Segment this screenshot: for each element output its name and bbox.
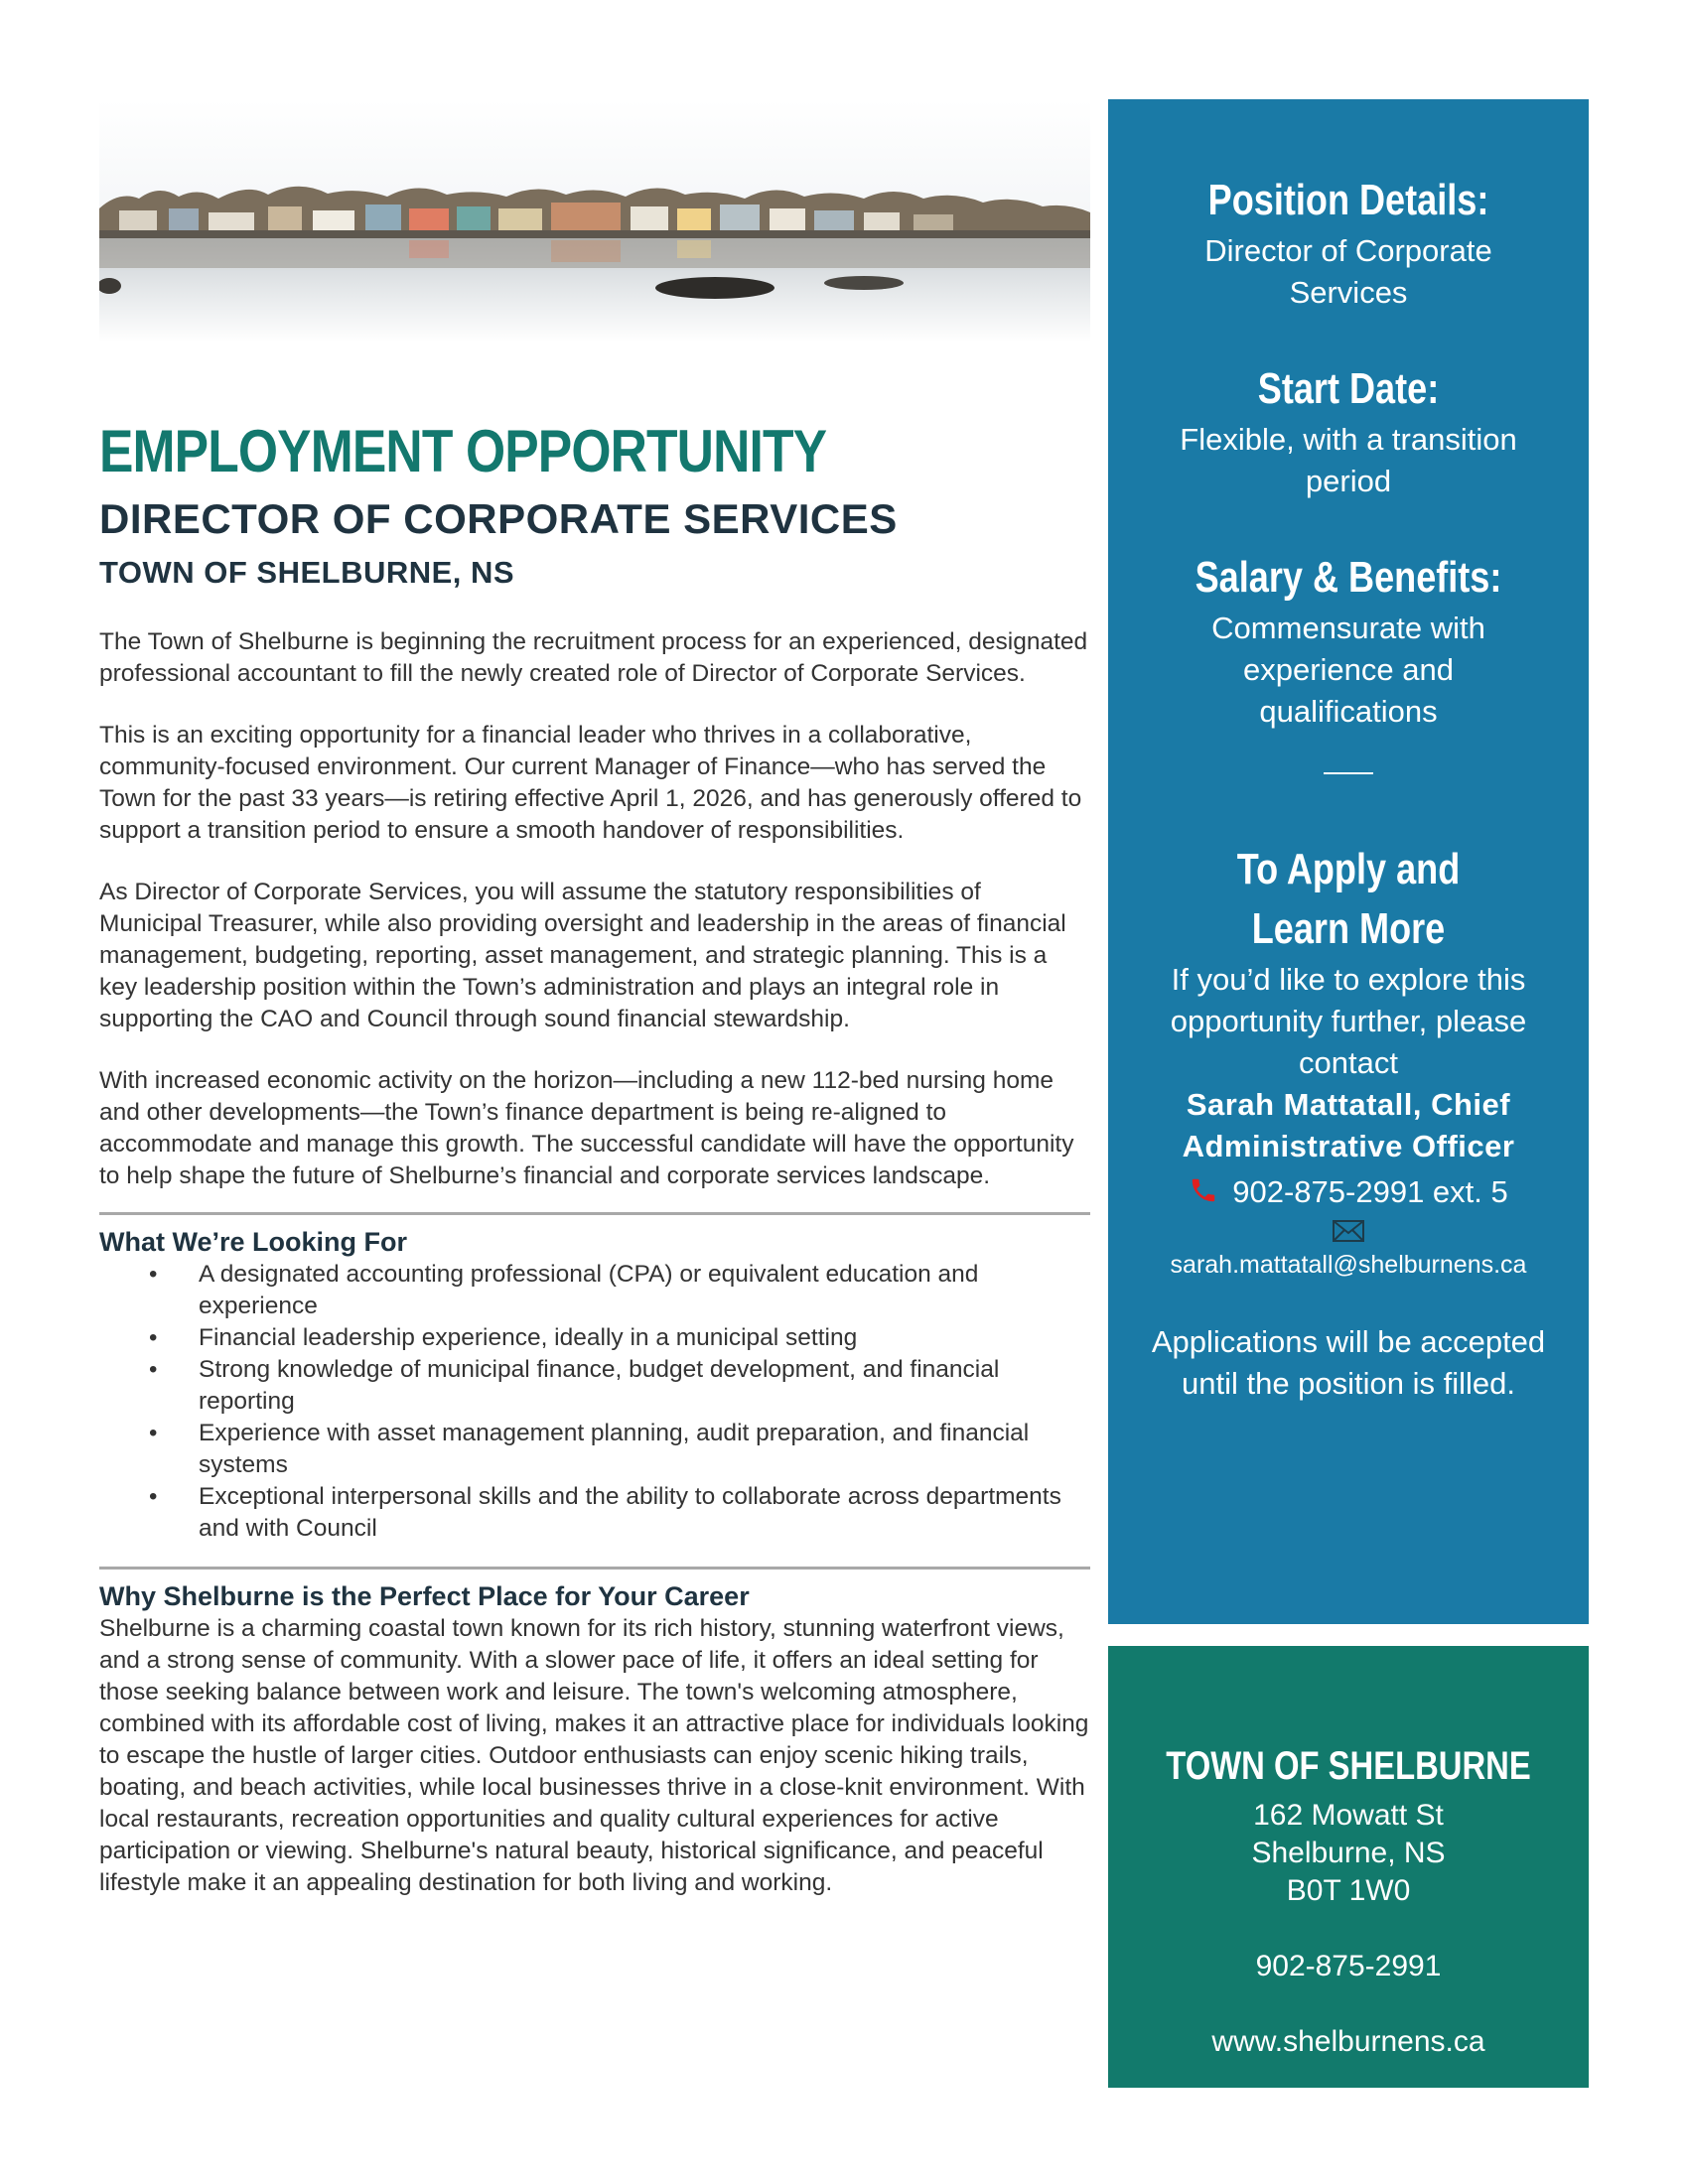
list-item: • Financial leadership experience, ideally in a municipal setting bbox=[199, 1322, 1090, 1354]
town-subtitle: TOWN OF SHELBURNE, NS bbox=[99, 555, 515, 590]
deadline-text: Applications will be accepted until the position is filled. bbox=[1151, 1324, 1546, 1401]
salary-value: Commensurate with experience and qualifications bbox=[1211, 611, 1485, 729]
waterfront-banner-photo bbox=[99, 99, 1090, 342]
position-details-value: Director of Corporate Services bbox=[1204, 233, 1492, 310]
list-item: • Strong knowledge of municipal finance, budget development, and financial reporting bbox=[199, 1354, 1090, 1418]
phone-link[interactable]: 902-875-2991 ext. 5 bbox=[1232, 1174, 1508, 1209]
contact-name: Sarah Mattatall, Chief Administrative Officer bbox=[1182, 1087, 1515, 1163]
looking-for-title: What We’re Looking For bbox=[99, 1227, 407, 1257]
email-icon bbox=[1108, 1219, 1589, 1248]
position-details-panel bbox=[1108, 99, 1589, 1624]
town-name: TOWN OF SHELBURNE bbox=[1166, 1744, 1531, 1788]
start-date-heading: Start Date: bbox=[1257, 364, 1440, 413]
career-title: Why Shelburne is the Perfect Place for Your Career bbox=[99, 1581, 750, 1611]
town-street: 162 Mowatt St bbox=[1253, 1799, 1444, 1832]
list-item: • A designated accounting professional (CPA) or equivalent education and experience bbox=[199, 1259, 1090, 1322]
intro-paragraph-1: The Town of Shelburne is beginning the recruitment process for an experienced, designated professional accountant to fill the newly created role of Director of Corporate Services. bbox=[99, 628, 1088, 687]
town-phone[interactable]: 902-875-2991 bbox=[1255, 1950, 1442, 1982]
headline: EMPLOYMENT OPPORTUNITY bbox=[99, 418, 827, 484]
apply-heading: To Apply and Learn More bbox=[1236, 845, 1461, 953]
start-date-value: Flexible, with a transition period bbox=[1180, 422, 1517, 498]
requirements-list bbox=[99, 1259, 1090, 1545]
town-postal: B0T 1W0 bbox=[1286, 1874, 1411, 1907]
salary-heading: Salary & Benefits: bbox=[1195, 553, 1502, 602]
apply-text: If you’d like to explore this opportunity further, please contact bbox=[1170, 962, 1527, 1080]
list-item: • Experience with asset management planning, audit preparation, and financial systems bbox=[199, 1418, 1090, 1481]
role-title: DIRECTOR OF CORPORATE SERVICES bbox=[99, 495, 898, 542]
main-content bbox=[99, 418, 1090, 1899]
waterfront-photo bbox=[99, 99, 1090, 342]
intro-paragraph-3: As Director of Corporate Services, you will assume the statutory responsibilities of Municipal Treasurer, while also providing oversight and leadership in the areas of financial management, budgeting, reporting, asset management, and strategic planning. This is a key leadership position within the Town’s administration and plays an integral role in supporting the CAO and Council through sound financial stewardship. bbox=[99, 879, 1066, 1032]
position-details-heading: Position Details: bbox=[1207, 176, 1489, 224]
list-item: • Exceptional interpersonal skills and the ability to collaborate across departments and with Council bbox=[199, 1481, 1090, 1545]
email-link[interactable]: sarah.mattatall@shelburnens.ca bbox=[1170, 1251, 1527, 1279]
section-divider bbox=[99, 1212, 1090, 1215]
town-website-link[interactable]: www.shelburnens.ca bbox=[1211, 2025, 1485, 2058]
town-city: Shelburne, NS bbox=[1251, 1837, 1446, 1869]
phone-icon bbox=[1189, 1174, 1218, 1211]
town-info-panel bbox=[1108, 1646, 1589, 2088]
section-divider bbox=[99, 1567, 1090, 1570]
career-paragraph: Shelburne is a charming coastal town known for its rich history, stunning waterfront views, and a strong sense of community. With a slower pace of life, it offers an ideal setting for those seeking balance between work and leisure. The town's welcoming atmosphere, combined with its affordable cost of living, makes it an attractive place for individuals looking to escape the hustle of larger cities. Outdoor enthusiasts can enjoy scenic hiking trails, boating, and beach activities, while local businesses thrive in a close-knit environment. With local restaurants, recreation opportunities and quality cultural experiences for active participation or viewing. Shelburne's natural beauty, historical significance, and peaceful lifestyle make it an appealing destination for both living and working. bbox=[99, 1615, 1089, 1896]
intro-paragraph-2: This is an exciting opportunity for a financial leader who thrives in a collaborative, community-focused environment. Our current Manager of Finance—who has served the Town for the past 33 years—is retiring effective April 1, 2026, and has generously offered to support a transition period to ensure a smooth handover of responsibilities. bbox=[99, 722, 1082, 844]
phone-row bbox=[1108, 1171, 1589, 1213]
intro-paragraph-4: With increased economic activity on the horizon—including a new 112-bed nursing home and other developments—the Town’s finance department is being re-aligned to accommodate and manage this growth. The successful candidate will have the opportunity to help shape the future of Shelburne’s financial and corporate services landscape. bbox=[99, 1067, 1074, 1189]
